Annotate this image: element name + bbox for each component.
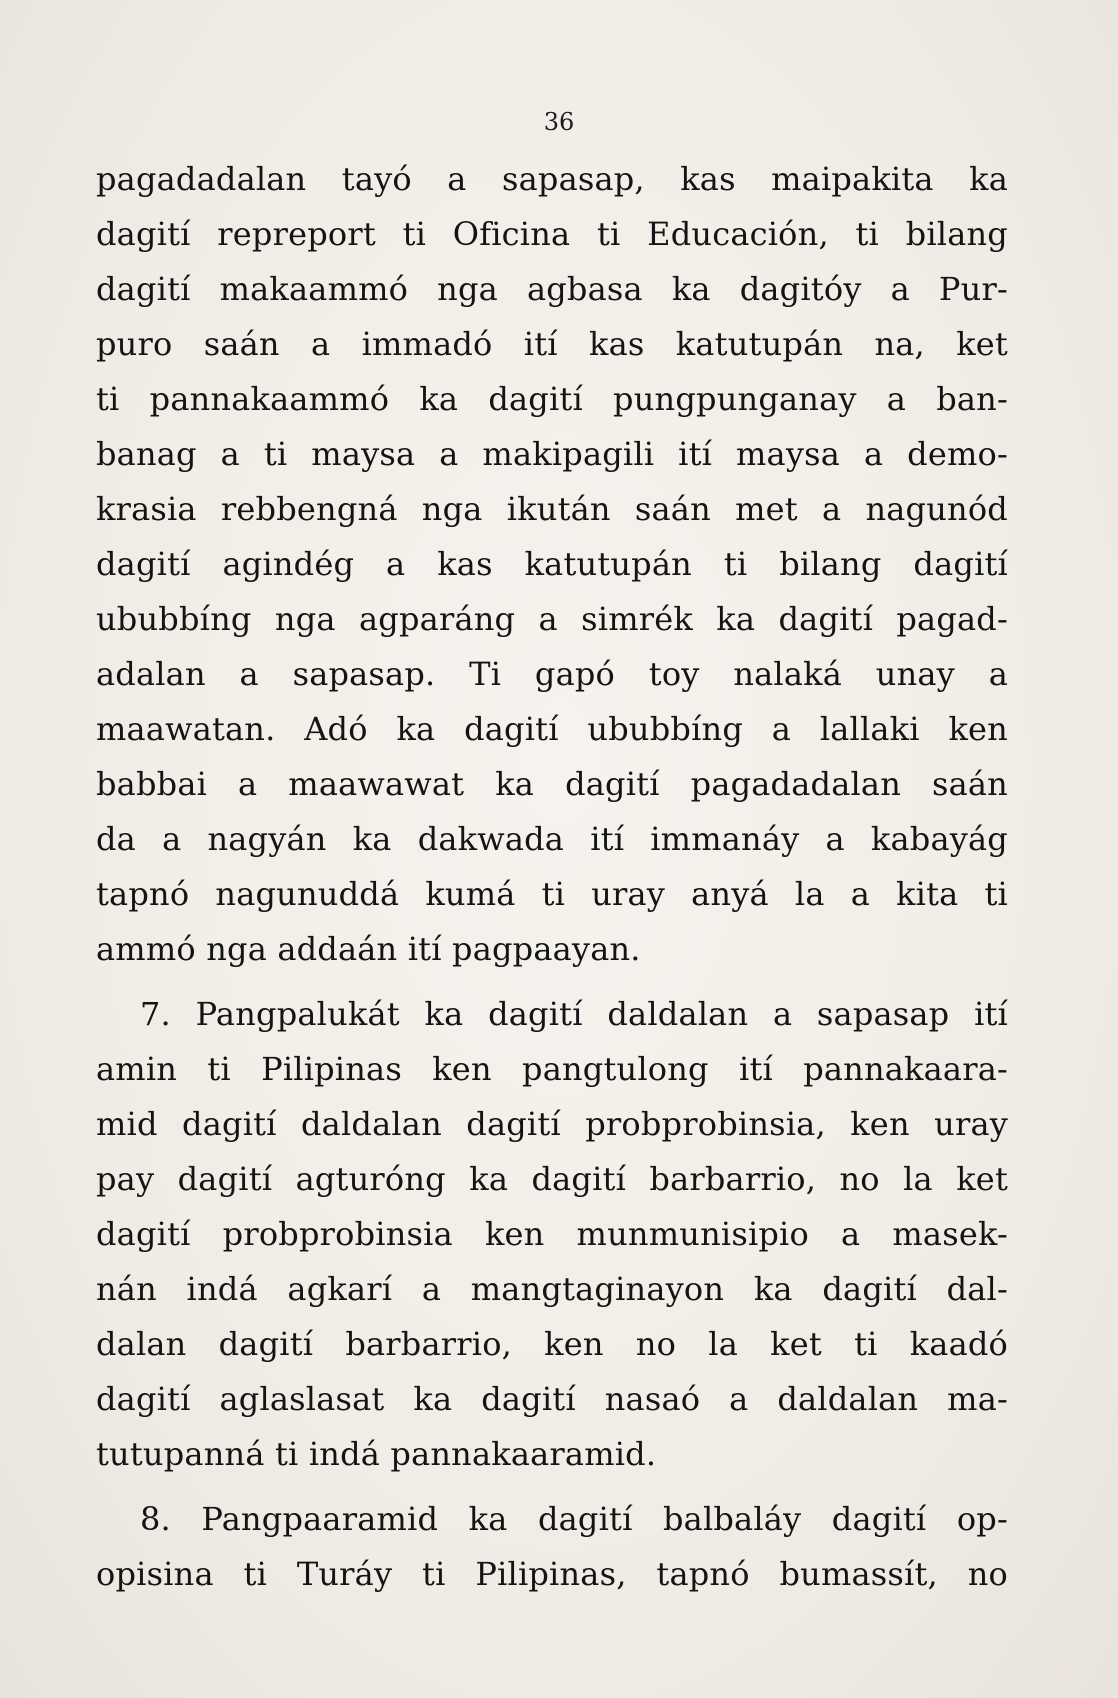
text-line: opisina ti Turáy ti Pilipinas, tapnó bumassít, no <box>96 1555 1008 1593</box>
page-number: 36 <box>543 108 575 136</box>
text-line: 8. Pangpaaramid ka dagití balbaláy dagití op- <box>140 1500 1008 1538</box>
text-line: da a nagyán ka dakwada ití immanáy a kabayág <box>96 820 1008 858</box>
text-line: mid dagití daldalan dagití probprobinsia, ken uray <box>96 1105 1008 1143</box>
text-line: adalan a sapasap. Ti gapó toy nalaká unay a <box>96 655 1008 693</box>
text-line: amin ti Pilipinas ken pangtulong ití pannakaara- <box>96 1050 1008 1088</box>
text-line: krasia rebbengná nga ikután saán met a nagunód <box>96 490 1008 528</box>
text-line: puro saán a immadó ití kas katutupán na, ket <box>96 325 1008 363</box>
text-line: pagadadalan tayó a sapasap, kas maipakita ka <box>96 160 1008 198</box>
text-line: maawatan. Adó ka dagití ububbíng a lallaki ken <box>96 710 1008 748</box>
text-line: dagití aglaslasat ka dagití nasaó a daldalan ma- <box>96 1380 1008 1418</box>
text-line: pay dagití agturóng ka dagití barbarrio, no la ket <box>96 1160 1008 1198</box>
text-line: banag a ti maysa a makipagili ití maysa a demo- <box>96 435 1008 473</box>
text-line: 7. Pangpalukát ka dagití daldalan a sapasap ití <box>140 995 1008 1033</box>
text-line: nán indá agkarí a mangtaginayon ka dagití dal- <box>96 1270 1008 1308</box>
text-line: dagití repreport ti Oficina ti Educación, ti bilang <box>96 215 1008 253</box>
text-line: babbai a maawawat ka dagití pagadadalan saán <box>96 765 1008 803</box>
text-line: dalan dagití barbarrio, ken no la ket ti kaadó <box>96 1325 1008 1363</box>
text-line: ti pannakaammó ka dagití pungpunganay a ban- <box>96 380 1008 418</box>
text-line: ububbíng nga agparáng a simrék ka dagití pagad- <box>96 600 1008 638</box>
text-line: tapnó nagunuddá kumá ti uray anyá la a kita ti <box>96 875 1008 913</box>
text-line: dagití probprobinsia ken munmunisipio a masek- <box>96 1215 1008 1253</box>
text-line: ammó nga addaán ití pagpaayan. <box>96 930 641 968</box>
text-line: dagití makaammó nga agbasa ka dagitóy a Pur- <box>96 270 1008 308</box>
text-line: dagití agindég a kas katutupán ti bilang dagití <box>96 545 1008 583</box>
text-line: tutupanná ti indá pannakaaramid. <box>96 1435 657 1473</box>
